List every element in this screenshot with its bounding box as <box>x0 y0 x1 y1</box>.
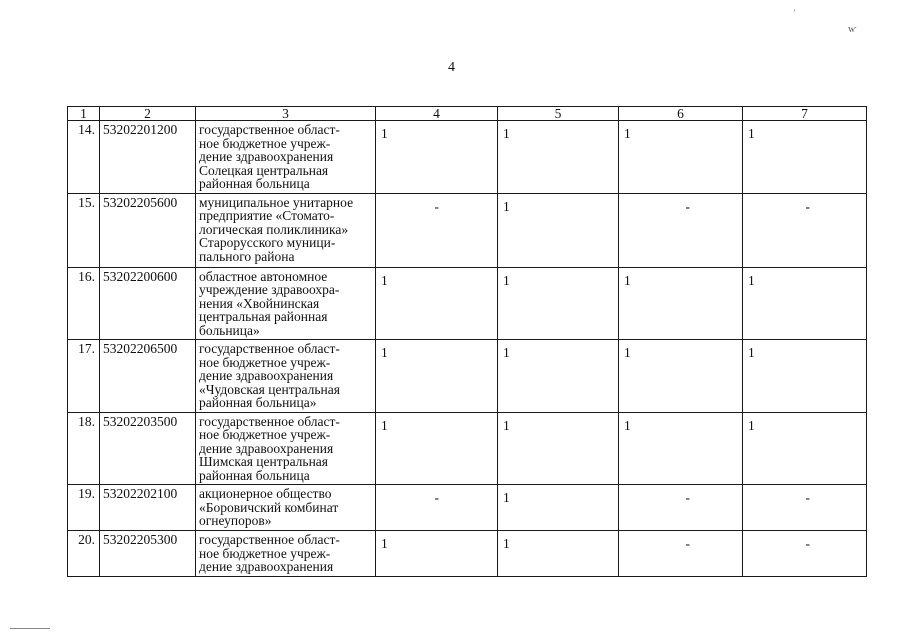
row-value-7: - <box>743 531 867 577</box>
row-name-line: государственное област- <box>199 341 340 356</box>
row-name-line: государственное област- <box>199 532 340 547</box>
column-header: 3 <box>196 107 376 121</box>
row-name-line: Солецкая центральная <box>199 162 329 178</box>
document-table <box>67 106 867 577</box>
row-code: 53202205300 <box>100 531 196 577</box>
row-value-6: - <box>619 531 743 577</box>
row-number: 18. <box>68 412 100 485</box>
row-name-line: логическая поликлиника» <box>199 221 349 237</box>
row-number: 15. <box>68 193 100 267</box>
row-name-line: Шимская центральная <box>199 454 328 469</box>
table-row <box>68 267 867 340</box>
row-value-5: 1 <box>498 340 619 413</box>
table-row <box>68 412 867 485</box>
row-number: 16. <box>68 267 100 340</box>
row-value-5: 1 <box>498 193 619 267</box>
row-code: 53202201200 <box>100 121 196 194</box>
row-value-7: 1 <box>743 267 867 340</box>
row-value-5: 1 <box>498 267 619 340</box>
row-number: 14. <box>68 121 100 194</box>
row-name-line: огнеупоров» <box>199 513 272 528</box>
row-name <box>196 531 376 577</box>
row-code: 53202203500 <box>100 412 196 485</box>
table-row <box>68 485 867 531</box>
row-number: 17. <box>68 340 100 413</box>
column-header: 7 <box>743 107 867 121</box>
page-number: 4 <box>448 60 455 75</box>
row-name-line: «Чудовская центральная <box>199 381 340 397</box>
row-name-line: дение здравоохранения <box>199 149 334 164</box>
row-name-line: дение здравоохранения <box>199 368 334 383</box>
table-row <box>68 121 867 194</box>
row-name-line: областное автономное <box>199 268 328 284</box>
row-name-line: ное бюджетное учреж- <box>199 545 331 561</box>
row-code: 53202200600 <box>100 267 196 340</box>
row-value-7: 1 <box>743 412 867 485</box>
row-value-6: 1 <box>619 412 743 485</box>
footer-line <box>10 628 50 629</box>
scan-artifact: ʼ <box>793 8 796 17</box>
row-value-7: 1 <box>743 121 867 194</box>
row-value-5: 1 <box>498 531 619 577</box>
row-name-line: предприятие «Стомато- <box>199 208 335 223</box>
row-name-line: районная больница <box>199 467 310 483</box>
row-name <box>196 193 376 267</box>
row-name-line: пального района <box>199 248 295 264</box>
table-row <box>68 193 867 267</box>
row-name-line: «Боровичский комбинат <box>199 499 339 515</box>
row-name-line: учреждение здравоохра- <box>199 282 340 297</box>
row-name <box>196 412 376 485</box>
row-name <box>196 340 376 413</box>
row-name-line: ное бюджетное учреж- <box>199 135 331 151</box>
row-code: 53202205600 <box>100 193 196 267</box>
row-code: 53202202100 <box>100 485 196 531</box>
column-header: 1 <box>68 107 100 121</box>
row-value-5: 1 <box>498 485 619 531</box>
row-name-line: центральная районная <box>199 309 328 324</box>
row-name <box>196 485 376 531</box>
row-name-line: дение здравоохранения <box>199 559 334 574</box>
row-value-6: 1 <box>619 121 743 194</box>
table-row <box>68 531 867 577</box>
row-name-line: дение здравоохранения <box>199 440 334 456</box>
row-value-6: 1 <box>619 267 743 340</box>
row-number: 19. <box>68 485 100 531</box>
column-header: 5 <box>498 107 619 121</box>
row-name-line: ное бюджетное учреж- <box>199 427 331 442</box>
row-name-line: Старорусского муници- <box>199 235 336 250</box>
row-name <box>196 267 376 340</box>
row-code: 53202206500 <box>100 340 196 413</box>
row-value-7: - <box>743 485 867 531</box>
row-name-line: нения «Хвойнинская <box>199 295 320 311</box>
row-name <box>196 121 376 194</box>
row-name-line: государственное област- <box>199 122 340 137</box>
row-value-4: 1 <box>376 267 498 340</box>
row-value-5: 1 <box>498 121 619 194</box>
header-row <box>68 107 867 121</box>
row-number: 20. <box>68 531 100 577</box>
column-header: 4 <box>376 107 498 121</box>
column-header: 6 <box>619 107 743 121</box>
row-value-4: - <box>376 485 498 531</box>
row-name-line: государственное област- <box>199 413 340 429</box>
row-name-line: районная больница» <box>199 395 317 410</box>
row-value-6: 1 <box>619 340 743 413</box>
table-row <box>68 340 867 413</box>
row-name-line: ное бюджетное учреж- <box>199 354 331 370</box>
row-value-6: - <box>619 485 743 531</box>
row-value-7: 1 <box>743 340 867 413</box>
row-value-5: 1 <box>498 412 619 485</box>
row-value-4: 1 <box>376 121 498 194</box>
column-header: 2 <box>100 107 196 121</box>
scan-artifact: ⱳ <box>848 24 857 35</box>
row-name-line: районная больница <box>199 176 310 191</box>
row-value-4: 1 <box>376 531 498 577</box>
row-value-4: 1 <box>376 340 498 413</box>
row-value-4: 1 <box>376 412 498 485</box>
row-name-line: акционерное общество <box>199 486 332 501</box>
row-value-6: - <box>619 193 743 267</box>
row-value-4: - <box>376 193 498 267</box>
row-name-line: муниципальное унитарное <box>199 194 354 210</box>
row-value-7: - <box>743 193 867 267</box>
row-name-line: больница» <box>199 322 260 338</box>
